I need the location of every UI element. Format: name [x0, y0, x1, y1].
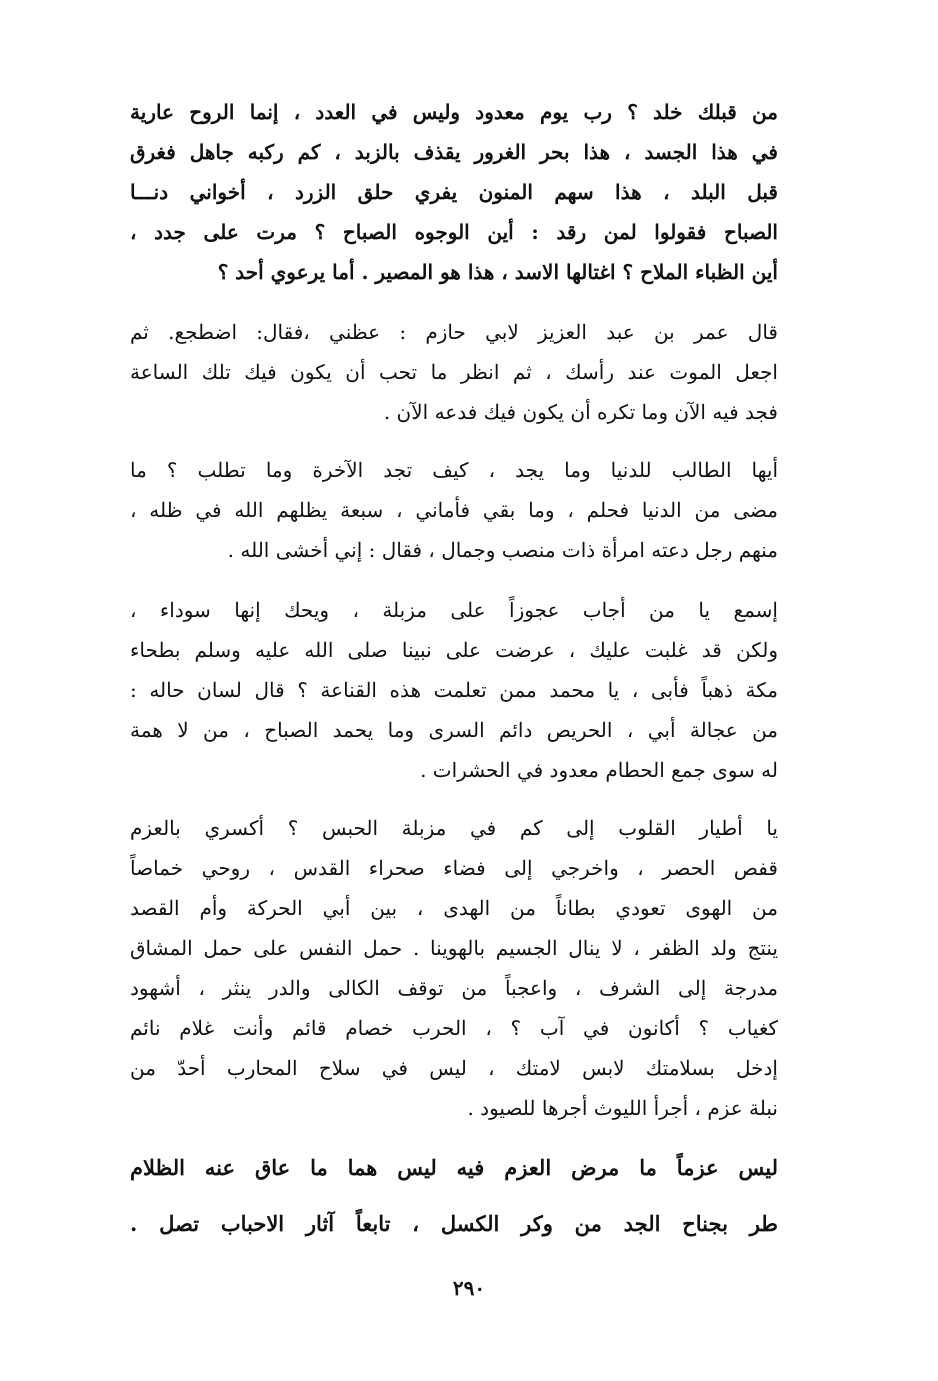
- text-line: الصباح فقولوا لمن رقد : أين الوجوه الصباح ؟ مرت على جدد ،: [130, 220, 778, 244]
- text-line: له سوى جمع الحطام معدود في الحشرات .: [420, 758, 778, 782]
- paragraph-4: [130, 590, 778, 790]
- paragraph-2: [130, 312, 778, 432]
- text-line: مضى من الدنيا فحلم ، وما بقي فأماني ، سبعة يظلهم الله في ظله ،: [130, 498, 778, 522]
- verse-line: طر بجناح الجد من وكر الكسل ، تابعاً آثار الاحباب تصل .: [130, 1211, 778, 1236]
- text-line: أيها الطالب للدنيا وما يجد ، كيف تجد الآخرة وما تطلب ؟ ما: [130, 458, 778, 482]
- paragraph-1: [130, 92, 778, 292]
- text-line: نبلة عزم ، أجرأ الليوث أجرها للصيود .: [467, 1096, 778, 1120]
- text-line: قبل البلد ، هذا سهم المنون يفري حلق الزرد ، أخواني دنـــا: [130, 180, 778, 204]
- text-line: ولكن قد غلبت عليك ، عرضت على نبينا صلى الله عليه وسلم بطحاء: [130, 638, 778, 662]
- text-line: من عجالة أبي ، الحريص دائم السرى وما يحمد الصباح ، من لا همة: [130, 718, 778, 742]
- page-number: ٢٩٠: [452, 1276, 486, 1300]
- text-line: يا أطيار القلوب إلى كم في مزبلة الحبس ؟ أكسري بالعزم: [130, 816, 778, 840]
- text-line: اجعل الموت عند رأسك ، ثم انظر ما تحب أن يكون فيك تلك الساعة: [130, 360, 778, 384]
- text-line: منهم رجل دعته امرأة ذات منصب وجمال ، فقال : إني أخشى الله .: [227, 538, 778, 562]
- text-line: كغياب ؟ أكانون في آب ؟ ، الحرب خصام قائم وأنت غلام نائم: [130, 1016, 778, 1040]
- text-line: قفص الحصر ، واخرجي إلى فضاء صحراء القدس ، روحي خماصاً: [130, 856, 778, 880]
- text-line: من قبلك خلد ؟ رب يوم معدود وليس في العدد ، إنما الروح عارية: [130, 100, 778, 124]
- closing-verse: [130, 1140, 778, 1252]
- text-line: إسمع يا من أجاب عجوزاً على مزبلة ، ويحك إنها سوداء ،: [130, 598, 778, 622]
- paragraph-5: [130, 808, 778, 1128]
- text-line: قال عمر بن عبد العزيز لابي حازم : عظني ،فقال: اضطجع. ثم: [130, 320, 778, 344]
- text-line: مدرجة إلى الشرف ، واعجباً من توقف الكالى والدر ينثر ، أشهود: [130, 976, 778, 1000]
- text-line: فجد فيه الآن وما تكره أن يكون فيك فدعه الآن .: [383, 400, 778, 424]
- text-line: مكة ذهباً فأبى ، يا محمد ممن تعلمت هذه القناعة ؟ قال لسان حاله :: [130, 678, 778, 702]
- text-line: أين الظباء الملاح ؟ اغتالها الاسد ، هذا هو المصير . أما يرعوي أحد ؟: [217, 260, 778, 284]
- text-line: ينتج ولد الظفر ، لا ينال الجسيم بالهوينا . حمل النفس على حمل المشاق: [130, 936, 778, 960]
- text-line: إدخل بسلامتك لابس لامتك ، ليس في سلاح المحارب أحدّ من: [130, 1056, 778, 1080]
- text-line: من الهوى تعودي بطاناً من الهدى ، بين أبي الحركة وأم القصد: [130, 896, 778, 920]
- text-line: في هذا الجسد ، هذا بحر الغرور يقذف بالزبد ، كم ركبه جاهل فغرق: [130, 140, 778, 164]
- verse-line: ليس عزماً ما مرض العزم فيه ليس هما ما عاق عنه الظلام: [130, 1155, 778, 1180]
- paragraph-3: [130, 450, 778, 570]
